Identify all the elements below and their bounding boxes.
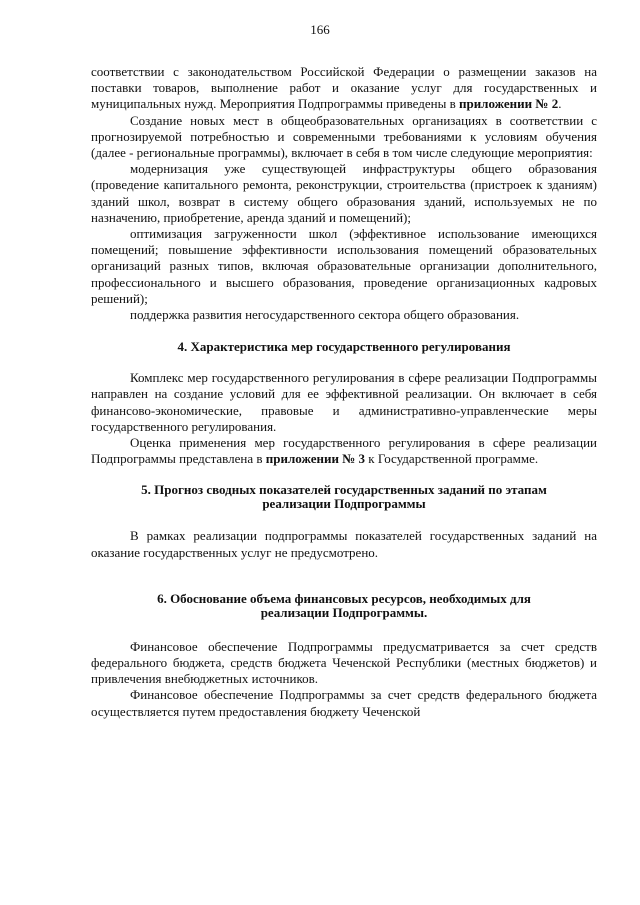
section-6-paragraph-1: Финансовое обеспечение Подпрограммы предусматривается за счет средств федерального бюджета, средств бюджета Чеченской Республики (местных бюджетов) и привлечения внебюджетных источников. — [91, 638, 597, 687]
section-6-heading — [91, 592, 597, 620]
section-5-paragraph-1: В рамках реализации подпрограммы показателей государственных заданий на оказание государственных услуг не предусмотрено. — [91, 528, 597, 560]
section-6-paragraph-2: Финансовое обеспечение Подпрограммы за счет средств федерального бюджета осуществляется путем предоставления бюджету Чеченской — [91, 687, 597, 719]
intro-paragraph-1-text: соответствии с законодательством Российской Федерации о размещении заказов на поставки товаров, выполнение работ и оказание услуг для государственных и муниципальных нужд. Мероприятия Подпрограммы приведены в — [91, 64, 597, 112]
page-number: 166 — [310, 22, 330, 37]
intro-paragraph-2: Создание новых мест в общеобразовательных организациях в соответствии с прогнозируемой потребностью и современными требованиями к условиям обучения (далее - региональные программы), включает в себя в том числе следующие мероприятия: — [91, 112, 597, 161]
section-4-paragraph-2 — [91, 435, 597, 467]
intro-list-item-optimization: оптимизация загруженности школ (эффективное использование имеющихся помещений; повышение эффективности использования помещений образовательных организаций разных типов, включая образовательные организации дополнительного, профессионального и высшего образования, проведение организационных кадровых решений); — [91, 226, 597, 306]
section-5-heading — [77, 483, 611, 511]
intro-list-item-support: поддержка развития негосударственного сектора общего образования. — [130, 307, 520, 323]
appendix-2-reference: приложении № 2 — [458, 96, 559, 112]
intro-paragraph-1 — [91, 64, 597, 113]
section-5-heading-line-1: 5. Прогноз сводных показателей государственных заданий по этапам — [141, 482, 547, 498]
section-4-paragraph-2-text: Оценка применения мер государственного регулирования в сфере реализации Подпрограммы представлена в — [91, 435, 597, 467]
section-5-heading-line-2: реализации Подпрограммы — [262, 496, 426, 512]
section-6-heading-line-2: реализации Подпрограммы. — [260, 604, 428, 620]
intro-list-item-modernization: модернизация уже существующей инфраструктуры общего образования (проведение капитального ремонта, реконструкции, строительства (пристроек к зданиям) зданий школ, возврат в систему общего образования зданий, используемых не по назначению, приобретение, аренда зданий и помещений); — [91, 161, 597, 225]
section-4-paragraph-2-end: к Государственной программе. — [365, 451, 539, 467]
document-body — [91, 64, 597, 720]
intro-paragraph-1-end: . — [558, 96, 562, 112]
section-4-paragraph-1: Комплекс мер государственного регулирования в сфере реализации Подпрограммы направлен на создание условий для ее эффективной реализации. Он включает в себя финансово-экономические, правовые и административно-управленческие меры государственного регулирования. — [91, 370, 597, 434]
section-6-heading-line-1: 6. Обоснование объема финансовых ресурсов, необходимых для — [157, 590, 531, 606]
section-4-heading: 4. Характеристика мер государственного регулирования — [177, 339, 511, 355]
appendix-3-reference: приложении № 3 — [265, 451, 366, 467]
